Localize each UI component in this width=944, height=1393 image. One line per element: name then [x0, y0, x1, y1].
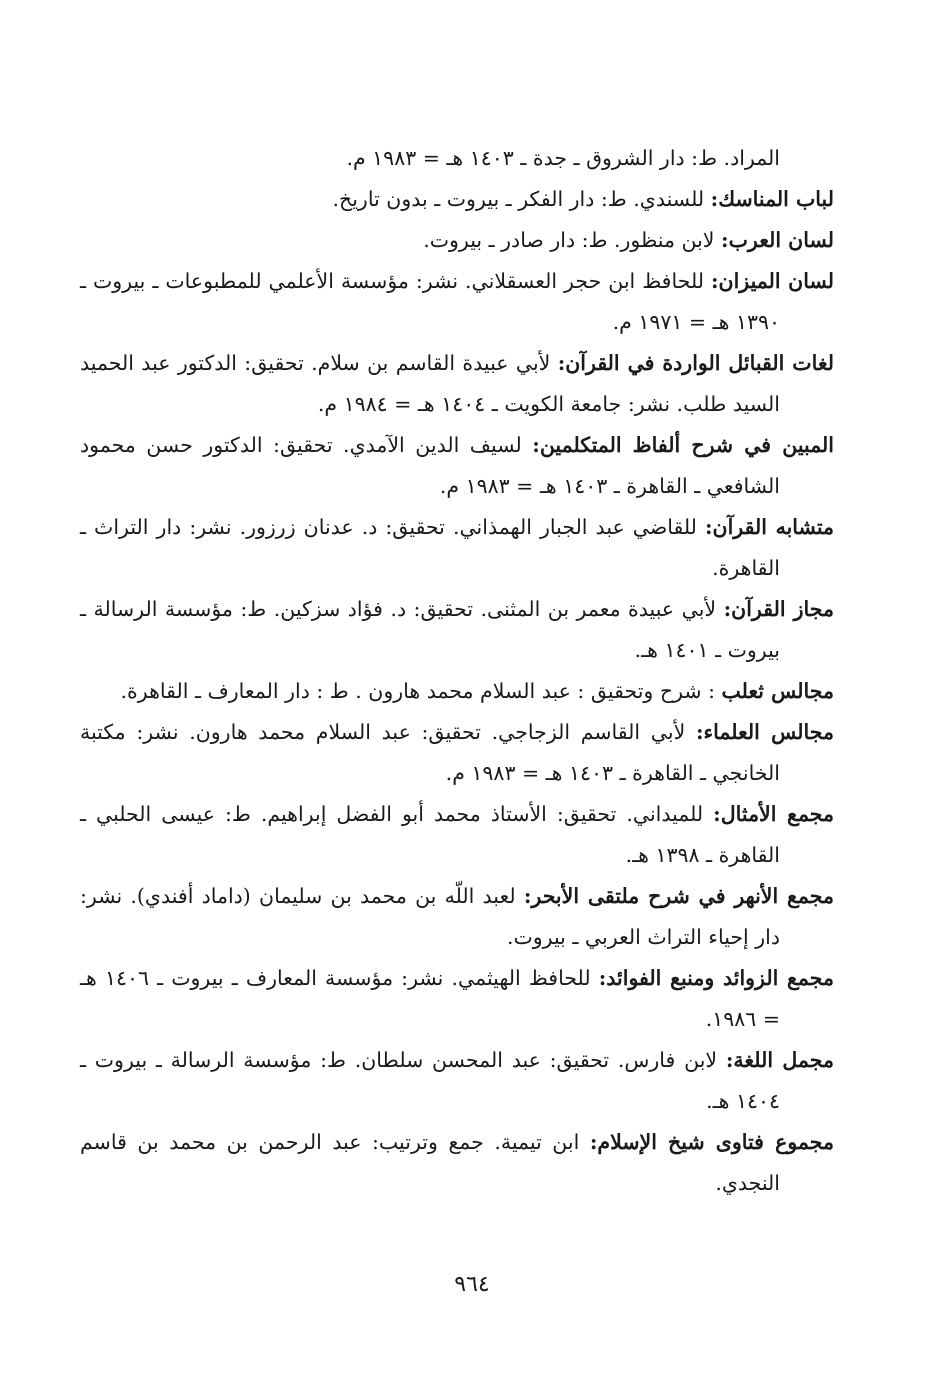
entry-title: متشابه القرآن: — [704, 515, 834, 539]
bibliography-entry — [80, 671, 834, 712]
entry-title: مجالس ثعلب — [721, 679, 834, 703]
bibliography-entry — [80, 958, 834, 1040]
entry-details: لابن منظور. ط: دار صادر ـ بيروت. — [423, 228, 722, 252]
entry-title: لباب المناسك: — [710, 187, 834, 211]
entry-details: للحافظ ابن حجر العسقلاني. نشر: مؤسسة الأعلمي للمطبوعات ـ بيروت ـ ١٣٩٠ هـ = ١٩٧١ م. — [80, 269, 780, 334]
bibliography-entry — [80, 507, 834, 589]
bibliography-page — [80, 138, 834, 1204]
entry-details: ابن تيمية. جمع وترتيب: عبد الرحمن بن محمد بن قاسم النجدي. — [80, 1130, 780, 1195]
entry-details: لأبي عبيدة القاسم بن سلام. تحقيق: الدكتور عبد الحميد السيد طلب. نشر: جامعة الكويت ـ ١٤٠٤ هـ = ١٩٨٤ م. — [80, 351, 780, 416]
bibliography-entry — [80, 589, 834, 671]
bibliography-entry — [80, 261, 834, 343]
bibliography-entry — [80, 425, 834, 507]
bibliography-entry — [80, 794, 834, 876]
bibliography-entry — [80, 876, 834, 958]
entry-details: لسيف الدين الآمدي. تحقيق: الدكتور حسن محمود الشافعي ـ القاهرة ـ ١٤٠٣ هـ = ١٩٨٣ م. — [80, 433, 780, 498]
entry-title: مجاز القرآن: — [723, 597, 835, 621]
entry-details: لابن فارس. تحقيق: عبد المحسن سلطان. ط: مؤسسة الرسالة ـ بيروت ـ ١٤٠٤ هـ. — [80, 1048, 780, 1113]
entry-details: للحافظ الهيثمي. نشر: مؤسسة المعارف ـ بيروت ـ ١٤٠٦ هـ = ١٩٨٦. — [80, 966, 780, 1031]
entry-details: لأبي عبيدة معمر بن المثنى. تحقيق: د. فؤاد سزكين. ط: مؤسسة الرسالة ـ بيروت ـ ١٤٠١ هـ. — [80, 597, 780, 662]
bibliography-entry — [80, 1122, 834, 1204]
entry-title: مجمل اللغة: — [725, 1048, 834, 1072]
entry-title: مجموع فتاوى شيخ الإسلام: — [589, 1130, 834, 1154]
entry-title: مجالس العلماء: — [695, 720, 834, 744]
bibliography-entry — [80, 343, 834, 425]
entry-title: لغات القبائل الواردة في القرآن: — [557, 351, 834, 375]
page-number: ٩٦٤ — [454, 1272, 490, 1297]
entry-details: لأبي القاسم الزجاجي. تحقيق: عبد السلام محمد هارون. نشر: مكتبة الخانجي ـ القاهرة ـ ١٤٠٣ هـ = ١٩٨٣ م. — [80, 720, 780, 785]
entry-title: مجمع الأمثال: — [713, 802, 835, 826]
entry-details: للقاضي عبد الجبار الهمذاني. تحقيق: د. عدنان زرزور. نشر: دار التراث ـ القاهرة. — [80, 515, 780, 580]
entry-details: للميداني. تحقيق: الأستاذ محمد أبو الفضل إبراهيم. ط: عيسى الحلبي ـ القاهرة ـ ١٣٩٨ هـ. — [80, 802, 780, 867]
bibliography-entry — [80, 179, 834, 220]
bibliography-entry — [80, 712, 834, 794]
bibliography-entry — [80, 220, 834, 261]
entry-details: : شرح وتحقيق : عبد السلام محمد هارون . ط : دار المعارف ـ القاهرة. — [120, 679, 722, 703]
entry-title: لسان العرب: — [721, 228, 834, 252]
entry-title: المبين في شرح ألفاظ المتكلمين: — [532, 433, 834, 457]
entry-title: مجمع الأنهر في شرح ملتقى الأبحر: — [523, 884, 835, 908]
entry-title: مجمع الزوائد ومنبع الفوائد: — [598, 966, 834, 990]
entry-details: لعبد اللّه بن محمد بن سليمان (داماد أفندي). نشر: دار إحياء التراث العربي ـ بيروت. — [80, 884, 780, 949]
bibliography-entry — [80, 1040, 834, 1122]
entry-title: لسان الميزان: — [710, 269, 834, 293]
entry-details: للسندي. ط: دار الفكر ـ بيروت ـ بدون تاريخ. — [332, 187, 711, 211]
continued-entry: المراد. ط: دار الشروق ـ جدة ـ ١٤٠٣ هـ = ١٩٨٣ م. — [346, 146, 780, 170]
